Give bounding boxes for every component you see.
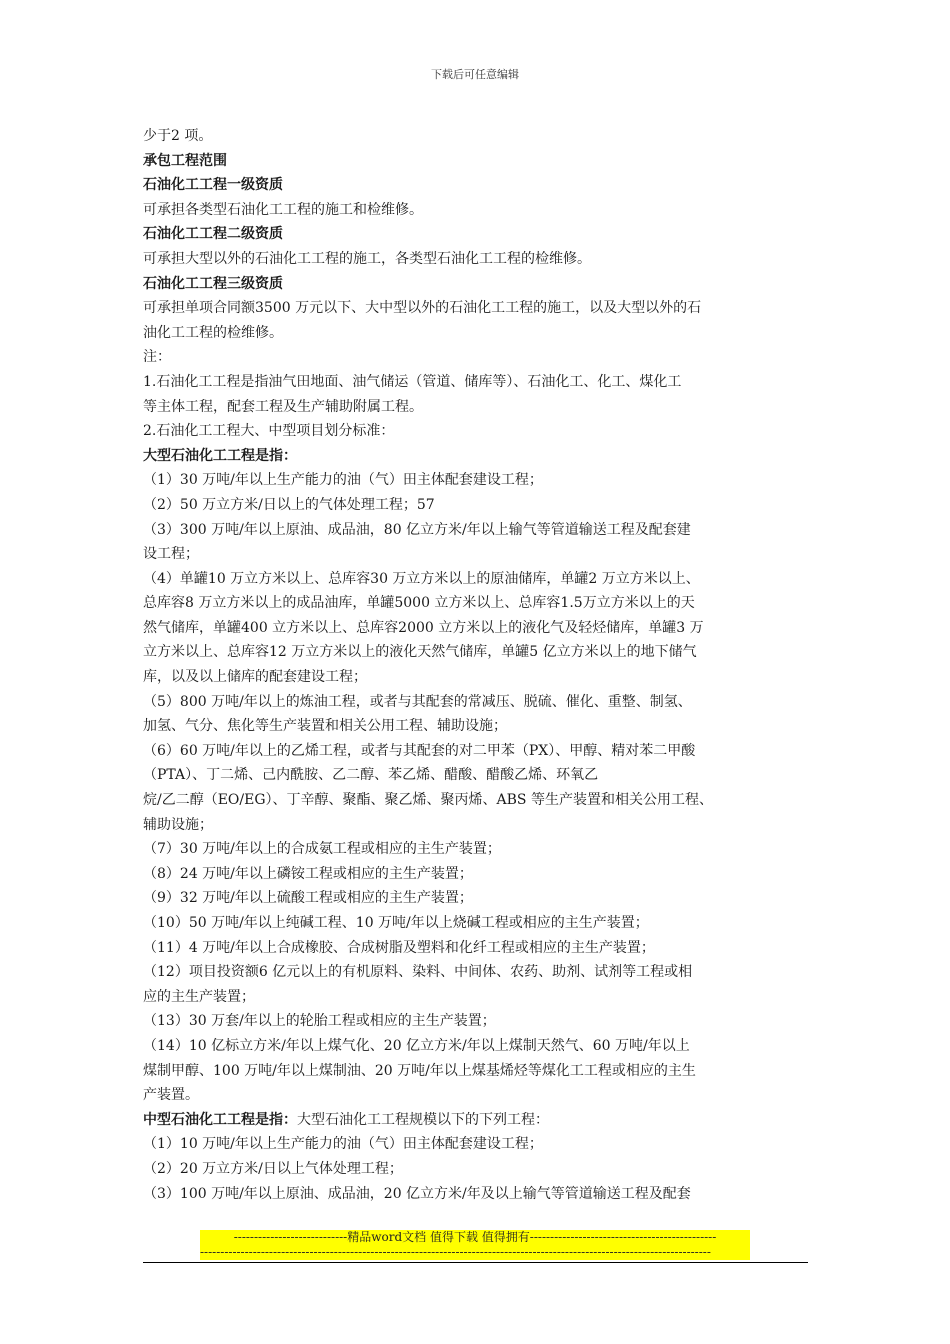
text-line: 等主体工程，配套工程及生产辅助附属工程。 [143, 398, 423, 415]
text-line: （3）100 万吨/年以上原油、成品油，20 亿立方米/年及以上输气等管道输送工程及配套 [143, 1185, 691, 1202]
text-line: 注： [143, 349, 171, 366]
text-line: 少于2 项。 [143, 128, 213, 144]
section-heading: 石油化工工程一级资质 [143, 177, 283, 194]
text-line: （2）50 万立方米/日以上的气体处理工程；57 [143, 496, 435, 513]
text-line: （PTA）、丁二烯、己内酰胺、乙二醇、苯乙烯、醋酸、醋酸乙烯、环氧乙 [143, 767, 599, 784]
text-line: 可承担大型以外的石油化工工程的施工，各类型石油化工工程的检维修。 [143, 250, 591, 267]
text-line: （4）单罐10 万立方米以上、总库容30 万立方米以上的原油储库，单罐2 万立方米以上、 [143, 570, 700, 587]
text-line: 应的主生产装置； [143, 988, 255, 1005]
footer-banner-line-1: ----------------------------精品word文档 值得下载 值得拥有---------------------------------------------- [200, 1230, 750, 1245]
page-footer [200, 1230, 750, 1260]
text-line: （10）50 万吨/年以上纯碱工程、10 万吨/年以上烧碱工程或相应的主生产装置； [143, 915, 649, 931]
text-line: （2）20 万立方米/日以上气体处理工程； [143, 1160, 403, 1177]
text-line: （12）项目投资额6 亿元以上的有机原料、染料、中间体、农药、助剂、试剂等工程或相 [143, 964, 693, 981]
text-line: 油化工工程的检维修。 [143, 324, 283, 341]
section-heading: 石油化工工程二级资质 [143, 226, 283, 243]
page-header-note: 下载后可任意编辑 [431, 68, 519, 81]
text-line: 2.石油化工工程大、中型项目划分标准： [143, 423, 395, 440]
mixed-heading-line [143, 1108, 808, 1133]
text-line: 煤制甲醇、100 万吨/年以上煤制油、20 万吨/年以上煤基烯烃等煤化工工程或相应的主生 [143, 1062, 696, 1079]
document-body [143, 124, 808, 1206]
text-line: 可承担单项合同额3500 万元以下、大中型以外的石油化工工程的施工，以及大型以外的石 [143, 300, 702, 317]
text-line: 加氢、气分、焦化等生产装置和相关公用工程、辅助设施； [143, 718, 507, 735]
text-line: （14）10 亿标立方米/年以上煤气化、20 亿立方米/年以上煤制天然气、60 万吨/年以上 [143, 1037, 690, 1054]
text-line: 1.石油化工工程是指油气田地面、油气储运（管道、储库等）、石油化工、化工、煤化工 [143, 373, 682, 390]
inline-text: 大型石油化工工程规模以下的下列工程： [297, 1111, 549, 1128]
footer-banner-line-2: ------------------------------------------------------------------------------------------------------------------------------ [200, 1245, 750, 1260]
section-heading: 承包工程范围 [143, 152, 227, 169]
text-line: 辅助设施； [143, 816, 213, 833]
text-line: 可承担各类型石油化工工程的施工和检维修。 [143, 201, 423, 218]
text-line: 产装置。 [143, 1087, 199, 1104]
footer-rule [143, 1262, 808, 1263]
text-line: （8）24 万吨/年以上磷铵工程或相应的主生产装置； [143, 865, 473, 882]
section-heading: 石油化工工程三级资质 [143, 275, 283, 292]
text-line: （1）30 万吨/年以上生产能力的油（气）田主体配套建设工程； [143, 472, 543, 489]
text-line: 然气储库，单罐400 立方米以上、总库容2000 立方米以上的液化气及轻烃储库，单罐3 万 [143, 619, 704, 636]
text-line: 立方米以上、总库容12 万立方米以上的液化天然气储库，单罐5 亿立方米以上的地下储气 [143, 644, 697, 661]
text-line: 库，以及以上储库的配套建设工程； [143, 669, 367, 686]
inline-heading: 中型石油化工工程是指： [143, 1111, 297, 1128]
section-heading: 大型石油化工工程是指： [143, 447, 297, 464]
text-line: 烷/乙二醇（EO/EG）、丁辛醇、聚酯、聚乙烯、聚丙烯、ABS 等生产装置和相关公用工程、 [143, 792, 713, 809]
text-line: （11）4 万吨/年以上合成橡胶、合成树脂及塑料和化纤工程或相应的主生产装置； [143, 939, 655, 956]
text-line: （6）60 万吨/年以上的乙烯工程，或者与其配套的对二甲苯（PX）、甲醇、精对苯二甲酸 [143, 742, 696, 759]
text-line: （7）30 万吨/年以上的合成氨工程或相应的主生产装置； [143, 841, 501, 858]
text-line: （1）10 万吨/年以上生产能力的油（气）田主体配套建设工程； [143, 1136, 543, 1153]
text-line: 设工程； [143, 546, 199, 563]
text-line: （13）30 万套/年以上的轮胎工程或相应的主生产装置； [143, 1013, 496, 1030]
text-line: 总库容8 万立方米以上的成品油库，单罐5000 立方米以上、总库容1.5万立方米以上的天 [143, 595, 695, 612]
text-line: （3）300 万吨/年以上原油、成品油，80 亿立方米/年以上输气等管道输送工程及配套建 [143, 521, 691, 538]
text-line: （5）800 万吨/年以上的炼油工程，或者与其配套的常减压、脱硫、催化、重整、制氢、 [143, 693, 692, 710]
text-line: （9）32 万吨/年以上硫酸工程或相应的主生产装置； [143, 890, 473, 907]
